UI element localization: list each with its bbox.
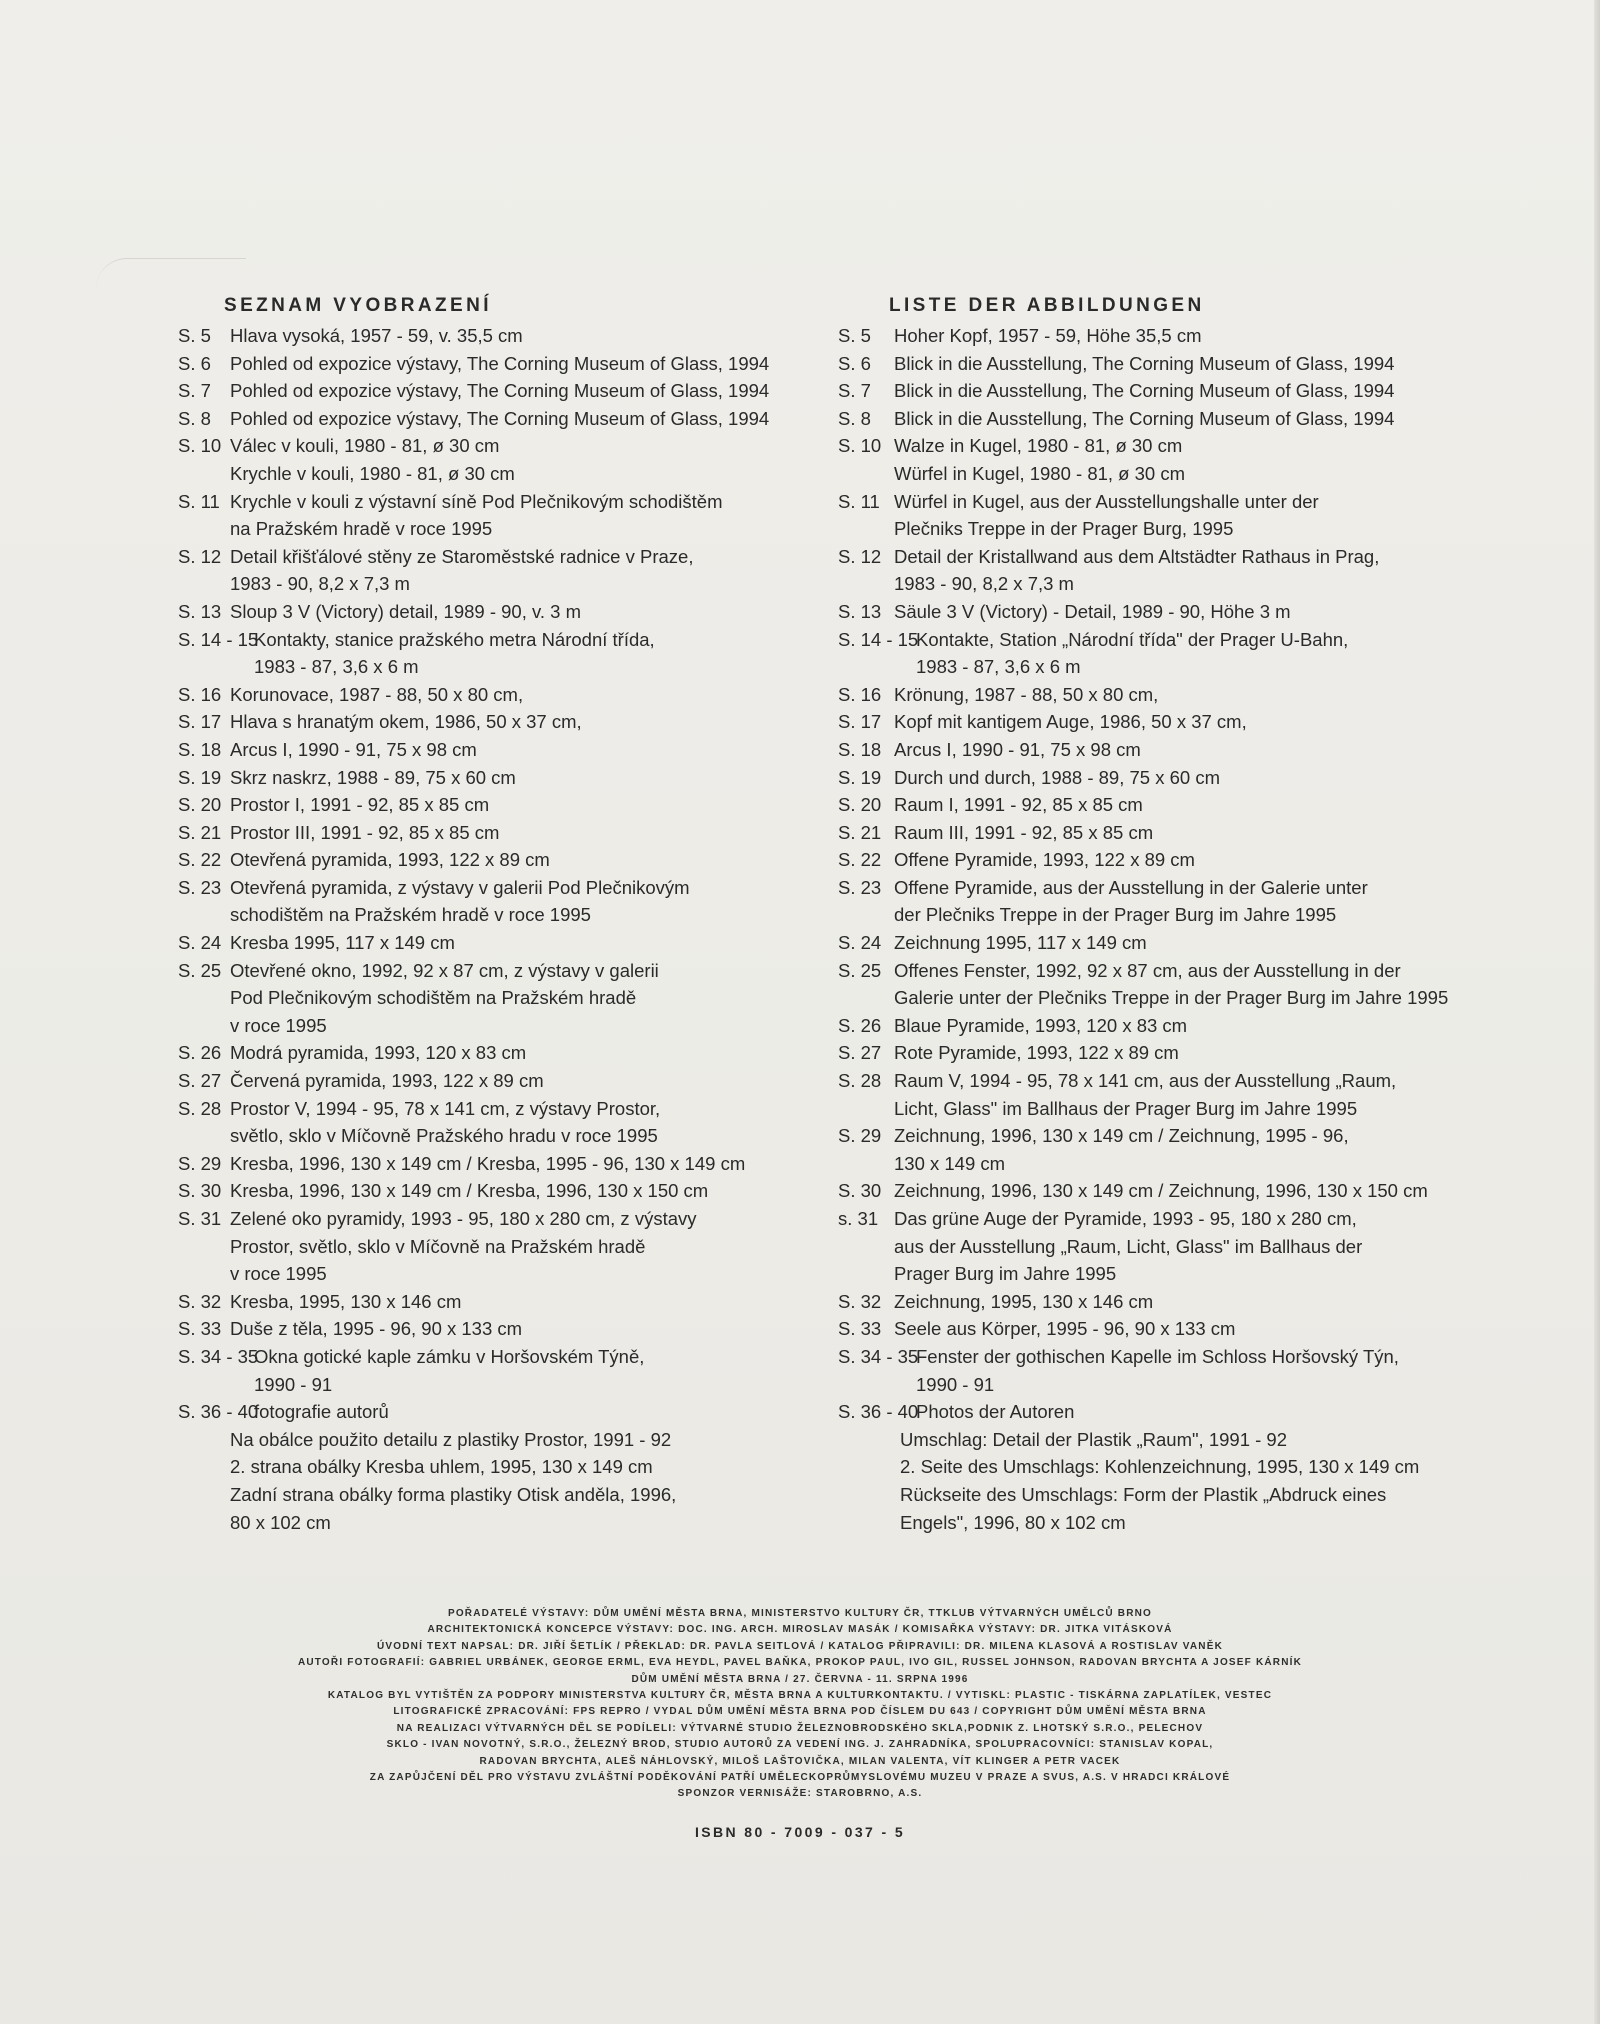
page-reference: S. 10 bbox=[178, 435, 222, 457]
page-reference: S. 25 bbox=[838, 959, 882, 981]
entry-line: Arcus I, 1990 - 91, 75 x 98 cm bbox=[230, 738, 477, 760]
cover-note-line: Rückseite des Umschlags: Form der Plastik „Abdruck eines bbox=[900, 1483, 1387, 1505]
entry-line: 1983 - 87, 3,6 x 6 m bbox=[916, 656, 1081, 678]
entry-description bbox=[894, 377, 1538, 405]
credit-line: ARCHITEKTONICKÁ KONCEPCE VÝSTAVY: DOC. ING. ARCH. MIROSLAV MASÁK / KOMISAŘKA VÝSTAVY: DR. JITKA VITÁSKOVÁ bbox=[427, 1624, 1173, 1636]
list-item bbox=[178, 1288, 838, 1316]
entry-line: světlo, sklo v Míčovně Pražského hradu v roce 1995 bbox=[230, 1125, 658, 1147]
page-reference: S. 18 bbox=[178, 738, 222, 760]
entry-description bbox=[894, 1315, 1538, 1343]
entry-line: Blick in die Ausstellung, The Corning Museum of Glass, 1994 bbox=[894, 380, 1395, 402]
list-item bbox=[838, 488, 1538, 543]
entry-line: fotografie autorů bbox=[254, 1401, 389, 1423]
entry-line: Pohled od expozice výstavy, The Corning Museum of Glass, 1994 bbox=[230, 380, 770, 402]
entry-line: 1983 - 87, 3,6 x 6 m bbox=[254, 656, 419, 678]
list-item bbox=[178, 405, 838, 433]
entry-description bbox=[230, 322, 838, 350]
page-reference: S. 24 bbox=[838, 932, 882, 954]
entry-description bbox=[894, 432, 1538, 487]
page-reference: S. 23 bbox=[838, 876, 882, 898]
entry-line: Sloup 3 V (Victory) detail, 1989 - 90, v. 3 m bbox=[230, 600, 581, 622]
list-item bbox=[838, 1067, 1538, 1122]
entry-line: Zeichnung, 1996, 130 x 149 cm / Zeichnung, 1996, 130 x 150 cm bbox=[894, 1180, 1428, 1202]
list-item bbox=[178, 322, 838, 350]
page-reference: S. 11 bbox=[838, 490, 880, 512]
entry-description bbox=[230, 846, 838, 874]
list-item bbox=[178, 1039, 838, 1067]
page-reference: S. 36 - 40 bbox=[838, 1401, 919, 1423]
entry-line: Krönung, 1987 - 88, 50 x 80 cm, bbox=[894, 683, 1159, 705]
entry-line: na Pražském hradě v roce 1995 bbox=[230, 518, 493, 540]
entry-description bbox=[894, 488, 1538, 543]
entry-line: Prager Burg im Jahre 1995 bbox=[894, 1263, 1117, 1285]
entry-description bbox=[230, 350, 838, 378]
page-reference: S. 16 bbox=[838, 683, 882, 705]
entry-description bbox=[894, 929, 1538, 957]
entry-description bbox=[230, 377, 838, 405]
cover-note-line: Umschlag: Detail der Plastik „Raum", 1991 - 92 bbox=[900, 1428, 1288, 1450]
credit-line: SPONZOR VERNISÁŽE: STAROBRNO, A.S. bbox=[677, 1788, 923, 1800]
paper-curl-mark bbox=[96, 258, 246, 289]
entry-description bbox=[254, 626, 838, 681]
entry-line: Korunovace, 1987 - 88, 50 x 80 cm, bbox=[230, 683, 524, 705]
entry-description bbox=[230, 736, 838, 764]
list-item bbox=[838, 791, 1538, 819]
page-reference: S. 32 bbox=[838, 1290, 882, 1312]
list-item bbox=[838, 350, 1538, 378]
entry-description bbox=[894, 736, 1538, 764]
page-reference: S. 7 bbox=[838, 380, 871, 402]
entry-line: Skrz naskrz, 1988 - 89, 75 x 60 cm bbox=[230, 766, 516, 788]
page-reference: S. 23 bbox=[178, 876, 222, 898]
entry-line: Walze in Kugel, 1980 - 81, ø 30 cm bbox=[894, 435, 1183, 457]
page-reference: S. 28 bbox=[178, 1097, 222, 1119]
cover-note-line: 2. strana obálky Kresba uhlem, 1995, 130 x 149 cm bbox=[230, 1456, 653, 1478]
entry-line: Säule 3 V (Victory) - Detail, 1989 - 90, Höhe 3 m bbox=[894, 600, 1291, 622]
list-item bbox=[838, 1039, 1538, 1067]
entry-line: Pohled od expozice výstavy, The Corning Museum of Glass, 1994 bbox=[230, 407, 770, 429]
list-item bbox=[838, 708, 1538, 736]
credit-line: ZA ZAPŮJČENÍ DĚL PRO VÝSTAVU ZVLÁŠTNÍ PODĚKOVÁNÍ PATŘÍ UMĚLECKOPRŮMYSLOVÉMU MUZEU V PRAZE A SVUS, A.S. V HRADCI KRÁLOVÉ bbox=[369, 1772, 1231, 1784]
page-reference: S. 14 - 15 bbox=[178, 628, 259, 650]
entry-line: Rote Pyramide, 1993, 122 x 89 cm bbox=[894, 1042, 1179, 1064]
entry-line: Arcus I, 1990 - 91, 75 x 98 cm bbox=[894, 738, 1141, 760]
entry-line: schodištěm na Pražském hradě v roce 1995 bbox=[230, 904, 591, 926]
entry-line: Fenster der gothischen Kapelle im Schloss Horšovský Týn, bbox=[916, 1345, 1399, 1367]
entry-line: Zeichnung, 1995, 130 x 146 cm bbox=[894, 1290, 1154, 1312]
entry-description bbox=[230, 1039, 838, 1067]
entry-line: Zelené oko pyramidy, 1993 - 95, 180 x 280 cm, z výstavy bbox=[230, 1208, 697, 1229]
czech-column bbox=[178, 292, 838, 1536]
page-reference: S. 21 bbox=[838, 821, 882, 843]
entry-line: Raum I, 1991 - 92, 85 x 85 cm bbox=[894, 794, 1143, 816]
entry-line: Kontakte, Station „Národní třída" der Prager U-Bahn, bbox=[916, 628, 1349, 650]
entry-line: Plečniks Treppe in der Prager Burg, 1995 bbox=[894, 518, 1234, 540]
entry-line: Kresba, 1996, 130 x 149 cm / Kresba, 1995 - 96, 130 x 149 cm bbox=[230, 1152, 746, 1174]
list-item bbox=[178, 736, 838, 764]
entry-line: Kresba 1995, 117 x 149 cm bbox=[230, 932, 455, 954]
german-heading: LISTE DER ABBILDUNGEN bbox=[889, 295, 1205, 316]
entry-line: Otevřené okno, 1992, 92 x 87 cm, z výstavy v galerii bbox=[230, 959, 659, 981]
list-item bbox=[838, 957, 1538, 1012]
entry-line: Galerie unter der Plečniks Treppe in der Prager Burg im Jahre 1995 bbox=[894, 987, 1449, 1009]
page-reference: S. 33 bbox=[178, 1318, 222, 1340]
list-item bbox=[178, 708, 838, 736]
page-reference: S. 34 - 35 bbox=[178, 1345, 259, 1367]
list-item bbox=[178, 432, 838, 487]
entry-description bbox=[230, 1095, 838, 1150]
page-reference: S. 11 bbox=[178, 490, 220, 512]
page-reference: S. 36 - 40 bbox=[178, 1401, 259, 1423]
page-reference: S. 22 bbox=[178, 849, 222, 871]
entry-line: Červená pyramida, 1993, 122 x 89 cm bbox=[230, 1070, 544, 1092]
list-item bbox=[838, 681, 1538, 709]
entry-line: Hlava vysoká, 1957 - 59, v. 35,5 cm bbox=[230, 325, 523, 346]
list-item bbox=[178, 1315, 838, 1343]
entry-line: aus der Ausstellung „Raum, Licht, Glass" im Ballhaus der bbox=[894, 1235, 1363, 1257]
entry-description bbox=[230, 681, 838, 709]
entry-description bbox=[894, 819, 1538, 847]
list-item bbox=[178, 764, 838, 792]
credit-line: AUTOŘI FOTOGRAFIÍ: GABRIEL URBÁNEK, GEORGE ERML, EVA HEYDL, PAVEL BAŇKA, PROKOP PAUL, IVO GIL, RUSSEL JOHNSON, RADOVAN BRYCHTA A JOSEF KÁRNÍK bbox=[297, 1657, 1303, 1669]
cover-note-line: Zadní strana obálky forma plastiky Otisk anděla, 1996, bbox=[230, 1483, 677, 1505]
list-item bbox=[178, 929, 838, 957]
list-item bbox=[838, 764, 1538, 792]
entry-description bbox=[894, 1177, 1538, 1205]
page-reference: S. 6 bbox=[178, 352, 211, 374]
list-item bbox=[178, 1398, 838, 1426]
entry-line: Photos der Autoren bbox=[916, 1401, 1075, 1423]
entry-line: Prostor V, 1994 - 95, 78 x 141 cm, z výstavy Prostor, bbox=[230, 1097, 661, 1119]
entry-line: 1990 - 91 bbox=[254, 1373, 333, 1395]
page-reference: S. 30 bbox=[838, 1180, 882, 1202]
entry-line: Krychle v kouli, 1980 - 81, ø 30 cm bbox=[230, 462, 515, 484]
entry-description bbox=[230, 791, 838, 819]
page-reference: S. 13 bbox=[178, 600, 222, 622]
entry-description bbox=[894, 350, 1538, 378]
page-reference: S. 20 bbox=[178, 794, 222, 816]
page-reference: S. 10 bbox=[838, 435, 882, 457]
entry-line: Pod Plečnikovým schodištěm na Pražském hradě bbox=[230, 987, 637, 1009]
list-item bbox=[838, 405, 1538, 433]
entry-description bbox=[230, 543, 838, 598]
credit-line: SKLO - IVAN NOVOTNÝ, S.R.O., ŽELEZNÝ BROD, STUDIO AUTORŮ ZA VEDENÍ ING. J. ZAHRADNÍKA, SPOLUPRACOVNÍCI: STANISLAV KOPAL, bbox=[386, 1739, 1214, 1751]
page-reference: S. 27 bbox=[838, 1042, 882, 1064]
entry-line: Blick in die Ausstellung, The Corning Museum of Glass, 1994 bbox=[894, 407, 1395, 429]
entry-description bbox=[230, 1205, 838, 1288]
list-item bbox=[838, 874, 1538, 929]
page-reference: S. 5 bbox=[838, 325, 871, 346]
list-item bbox=[178, 543, 838, 598]
entry-line: Krychle v kouli z výstavní síně Pod Plečnikovým schodištěm bbox=[230, 490, 723, 512]
list-item bbox=[838, 736, 1538, 764]
page-reference: S. 22 bbox=[838, 849, 882, 871]
entry-line: Otevřená pyramida, 1993, 122 x 89 cm bbox=[230, 849, 550, 871]
entry-line: Raum III, 1991 - 92, 85 x 85 cm bbox=[894, 821, 1154, 843]
list-item bbox=[838, 1122, 1538, 1177]
list-item bbox=[838, 1398, 1538, 1426]
entry-line: Zeichnung 1995, 117 x 149 cm bbox=[894, 932, 1147, 954]
entry-description bbox=[894, 1039, 1538, 1067]
page-reference: S. 32 bbox=[178, 1290, 222, 1312]
list-item bbox=[178, 957, 838, 1040]
page-reference: S. 19 bbox=[838, 766, 882, 788]
entry-description bbox=[230, 1067, 838, 1095]
list-item bbox=[838, 598, 1538, 626]
entry-line: Licht, Glass" im Ballhaus der Prager Burg im Jahre 1995 bbox=[894, 1097, 1358, 1119]
page-reference: S. 25 bbox=[178, 959, 222, 981]
page-reference: S. 19 bbox=[178, 766, 222, 788]
entry-description bbox=[894, 874, 1538, 929]
page-reference: S. 21 bbox=[178, 821, 222, 843]
czech-entry-list bbox=[178, 322, 838, 1426]
entry-line: 1983 - 90, 8,2 x 7,3 m bbox=[230, 573, 410, 595]
cover-note-line: 80 x 102 cm bbox=[230, 1511, 331, 1533]
entry-description bbox=[894, 1205, 1538, 1288]
entry-description bbox=[230, 957, 838, 1040]
page-reference: S. 18 bbox=[838, 738, 882, 760]
list-item bbox=[178, 377, 838, 405]
list-item bbox=[178, 1067, 838, 1095]
list-item bbox=[838, 1288, 1538, 1316]
entry-line: der Plečniks Treppe in der Prager Burg im Jahre 1995 bbox=[894, 904, 1337, 926]
entry-description bbox=[894, 1012, 1538, 1040]
german-column bbox=[838, 292, 1538, 1536]
page-reference: S. 12 bbox=[178, 545, 222, 567]
list-item bbox=[178, 874, 838, 929]
list-item bbox=[838, 322, 1538, 350]
page-reference: S. 8 bbox=[178, 407, 211, 429]
entry-line: Kontakty, stanice pražského metra Národní třída, bbox=[254, 628, 655, 650]
page-reference: S. 34 - 35 bbox=[838, 1345, 919, 1367]
list-item bbox=[178, 1177, 838, 1205]
entry-line: Válec v kouli, 1980 - 81, ø 30 cm bbox=[230, 435, 500, 457]
list-item bbox=[178, 488, 838, 543]
page-reference: S. 27 bbox=[178, 1070, 222, 1092]
entry-description bbox=[230, 405, 838, 433]
page-reference: S. 28 bbox=[838, 1070, 882, 1092]
credit-line: ÚVODNÍ TEXT NAPSAL: DR. JIŘÍ ŠETLÍK / PŘEKLAD: DR. PAVLA SEITLOVÁ / KATALOG PŘIPRAVILI: DR. MILENA KLASOVÁ A ROSTISLAV VANĚK bbox=[376, 1640, 1224, 1652]
entry-line: Detail křišťálové stěny ze Staroměstské radnice v Praze, bbox=[230, 545, 694, 567]
page-reference: S. 31 bbox=[178, 1208, 222, 1229]
czech-cover-notes bbox=[178, 1426, 838, 1536]
colophon-credits bbox=[170, 1606, 1430, 1803]
page-reference: S. 17 bbox=[838, 711, 882, 733]
list-item bbox=[838, 626, 1538, 681]
entry-line: Offenes Fenster, 1992, 92 x 87 cm, aus der Ausstellung in der bbox=[894, 959, 1401, 981]
entry-description bbox=[230, 819, 838, 847]
entry-line: Offene Pyramide, aus der Ausstellung in der Galerie unter bbox=[894, 876, 1368, 898]
page-reference: S. 26 bbox=[838, 1014, 882, 1036]
list-item bbox=[838, 1205, 1538, 1288]
list-item bbox=[838, 929, 1538, 957]
list-item bbox=[178, 791, 838, 819]
cover-note-line: Na obálce použito detailu z plastiky Prostor, 1991 - 92 bbox=[230, 1428, 672, 1450]
page-edge-shadow bbox=[1594, 0, 1600, 2024]
entry-description bbox=[894, 957, 1538, 1012]
entry-line: Durch und durch, 1988 - 89, 75 x 60 cm bbox=[894, 766, 1220, 788]
credit-line: POŘADATELÉ VÝSTAVY: DŮM UMĚNÍ MĚSTA BRNA, MINISTERSTVO KULTURY ČR, TTKLUB VÝTVARNÝCH UMĚLCŮ BRNO bbox=[447, 1608, 1153, 1619]
credit-line: LITOGRAFICKÉ ZPRACOVÁNÍ: FPS REPRO / VYDAL DŮM UMĚNÍ MĚSTA BRNA POD ČÍSLEM DU 643 / COPYRIGHT DŮM UMĚNÍ MĚSTA BRNA bbox=[393, 1706, 1207, 1718]
entry-line: 1983 - 90, 8,2 x 7,3 m bbox=[894, 573, 1074, 595]
entry-line: Hlava s hranatým okem, 1986, 50 x 37 cm, bbox=[230, 711, 582, 733]
german-entry-list bbox=[838, 322, 1538, 1426]
entry-description bbox=[894, 405, 1538, 433]
entry-line: Seele aus Körper, 1995 - 96, 90 x 133 cm bbox=[894, 1318, 1236, 1340]
entry-description bbox=[230, 488, 838, 543]
page-reference: S. 24 bbox=[178, 932, 222, 954]
entry-description bbox=[894, 846, 1538, 874]
entry-line: Duše z těla, 1995 - 96, 90 x 133 cm bbox=[230, 1318, 523, 1340]
page-reference: S. 30 bbox=[178, 1180, 222, 1202]
list-item bbox=[178, 598, 838, 626]
entry-line: Würfel in Kugel, 1980 - 81, ø 30 cm bbox=[894, 462, 1185, 484]
entry-line: Pohled od expozice výstavy, The Corning Museum of Glass, 1994 bbox=[230, 352, 770, 374]
entry-description bbox=[254, 1343, 838, 1398]
credit-line: RADOVAN BRYCHTA, ALEŠ NÁHLOVSKÝ, MILOŠ LAŠTOVIČKA, MILAN VALENTA, VÍT KLINGER A PETR VACEK bbox=[479, 1755, 1121, 1767]
page-reference: S. 17 bbox=[178, 711, 222, 733]
page-reference: S. 8 bbox=[838, 407, 871, 429]
list-item bbox=[838, 1177, 1538, 1205]
list-item bbox=[838, 1315, 1538, 1343]
entry-description bbox=[894, 1288, 1538, 1316]
credit-line: NA REALIZACI VÝTVARNÝCH DĚL SE PODÍLELI: VÝTVARNÉ STUDIO ŽELEZNOBRODSKÉHO SKLA,PODNIK Z. LHOTSKÝ S.R.O., PELECHOV bbox=[396, 1722, 1204, 1734]
entry-line: 1990 - 91 bbox=[916, 1373, 995, 1395]
entry-description bbox=[230, 929, 838, 957]
entry-line: Okna gotické kaple zámku v Horšovském Týně, bbox=[254, 1345, 645, 1367]
entry-description bbox=[916, 1343, 1538, 1398]
entry-description bbox=[230, 1150, 838, 1178]
entry-line: Raum V, 1994 - 95, 78 x 141 cm, aus der Ausstellung „Raum, bbox=[894, 1070, 1397, 1092]
entry-description bbox=[230, 1288, 838, 1316]
entry-description bbox=[230, 1315, 838, 1343]
entry-line: Das grüne Auge der Pyramide, 1993 - 95, 180 x 280 cm, bbox=[894, 1208, 1357, 1229]
list-item bbox=[178, 1343, 838, 1398]
list-item bbox=[838, 1343, 1538, 1398]
entry-line: v roce 1995 bbox=[230, 1014, 327, 1036]
entry-description bbox=[894, 791, 1538, 819]
list-item bbox=[178, 1150, 838, 1178]
entry-description bbox=[230, 708, 838, 736]
entry-line: Detail der Kristallwand aus dem Altstädter Rathaus in Prag, bbox=[894, 545, 1380, 567]
page-reference: S. 7 bbox=[178, 380, 211, 402]
entry-description bbox=[916, 626, 1538, 681]
page-reference: s. 31 bbox=[838, 1208, 879, 1229]
page-reference: S. 29 bbox=[838, 1125, 882, 1147]
entry-line: Prostor III, 1991 - 92, 85 x 85 cm bbox=[230, 821, 500, 843]
entry-description bbox=[894, 764, 1538, 792]
entry-line: Prostor I, 1991 - 92, 85 x 85 cm bbox=[230, 794, 490, 816]
entry-description bbox=[894, 1067, 1538, 1122]
list-item bbox=[178, 819, 838, 847]
entry-description bbox=[230, 1177, 838, 1205]
entry-line: Blaue Pyramide, 1993, 120 x 83 cm bbox=[894, 1014, 1188, 1036]
entry-line: Hoher Kopf, 1957 - 59, Höhe 35,5 cm bbox=[894, 325, 1202, 346]
cover-note-line: Engels", 1996, 80 x 102 cm bbox=[900, 1511, 1126, 1533]
entry-line: Otevřená pyramida, z výstavy v galerii Pod Plečnikovým bbox=[230, 876, 690, 898]
page-reference: S. 16 bbox=[178, 683, 222, 705]
list-item bbox=[178, 1205, 838, 1288]
entry-description bbox=[230, 432, 838, 487]
list-item bbox=[838, 432, 1538, 487]
entry-line: Würfel in Kugel, aus der Ausstellungshalle unter der bbox=[894, 490, 1319, 512]
page-reference: S. 20 bbox=[838, 794, 882, 816]
list-item bbox=[838, 543, 1538, 598]
entry-description bbox=[230, 874, 838, 929]
entry-line: Zeichnung, 1996, 130 x 149 cm / Zeichnung, 1995 - 96, bbox=[894, 1125, 1349, 1147]
entry-line: v roce 1995 bbox=[230, 1263, 327, 1285]
page-reference: S. 33 bbox=[838, 1318, 882, 1340]
credit-line: DŮM UMĚNÍ MĚSTA BRNA / 27. ČERVNA - 11. SRPNA 1996 bbox=[631, 1673, 969, 1685]
entry-description bbox=[894, 322, 1538, 350]
entry-description bbox=[894, 681, 1538, 709]
page-reference: S. 5 bbox=[178, 325, 211, 346]
entry-line: Prostor, světlo, sklo v Míčovně na Pražském hradě bbox=[230, 1235, 646, 1257]
list-item bbox=[178, 626, 838, 681]
list-item bbox=[178, 1095, 838, 1150]
entry-line: Kresba, 1995, 130 x 146 cm bbox=[230, 1290, 462, 1312]
entry-line: Blick in die Ausstellung, The Corning Museum of Glass, 1994 bbox=[894, 352, 1395, 374]
list-item bbox=[178, 846, 838, 874]
list-item bbox=[838, 846, 1538, 874]
entry-line: Modrá pyramida, 1993, 120 x 83 cm bbox=[230, 1042, 527, 1064]
list-item bbox=[838, 819, 1538, 847]
entry-description bbox=[916, 1398, 1538, 1426]
list-item bbox=[178, 681, 838, 709]
page-reference: S. 26 bbox=[178, 1042, 222, 1064]
entry-description bbox=[230, 598, 838, 626]
entry-description bbox=[894, 1122, 1538, 1177]
list-item bbox=[178, 350, 838, 378]
list-item bbox=[838, 377, 1538, 405]
entry-line: Offene Pyramide, 1993, 122 x 89 cm bbox=[894, 849, 1195, 871]
german-cover-notes bbox=[838, 1426, 1538, 1536]
entry-description bbox=[254, 1398, 838, 1426]
page-reference: S. 29 bbox=[178, 1152, 222, 1174]
entry-description bbox=[230, 764, 838, 792]
entry-description bbox=[894, 543, 1538, 598]
list-item bbox=[838, 1012, 1538, 1040]
page-reference: S. 13 bbox=[838, 600, 882, 622]
isbn-number: ISBN 80 - 7009 - 037 - 5 bbox=[694, 1824, 906, 1840]
entry-line: 130 x 149 cm bbox=[894, 1152, 1006, 1174]
entry-line: Kopf mit kantigem Auge, 1986, 50 x 37 cm, bbox=[894, 711, 1247, 733]
cover-note-line: 2. Seite des Umschlags: Kohlenzeichnung, 1995, 130 x 149 cm bbox=[900, 1456, 1420, 1478]
page-reference: S. 14 - 15 bbox=[838, 628, 919, 650]
page-reference: S. 6 bbox=[838, 352, 871, 374]
page-reference: S. 12 bbox=[838, 545, 882, 567]
entry-description bbox=[894, 708, 1538, 736]
entry-line: Kresba, 1996, 130 x 149 cm / Kresba, 1996, 130 x 150 cm bbox=[230, 1180, 709, 1202]
credit-line: KATALOG BYL VYTIŠTĚN ZA PODPORY MINISTERSTVA KULTURY ČR, MĚSTA BRNA A KULTURKONTAKTU. / VYTISKL: PLASTIC - TISKÁRNA ZAPLATÍLEK, VESTEC bbox=[327, 1690, 1273, 1702]
entry-description bbox=[894, 598, 1538, 626]
czech-heading: SEZNAM VYOBRAZENÍ bbox=[224, 295, 492, 316]
